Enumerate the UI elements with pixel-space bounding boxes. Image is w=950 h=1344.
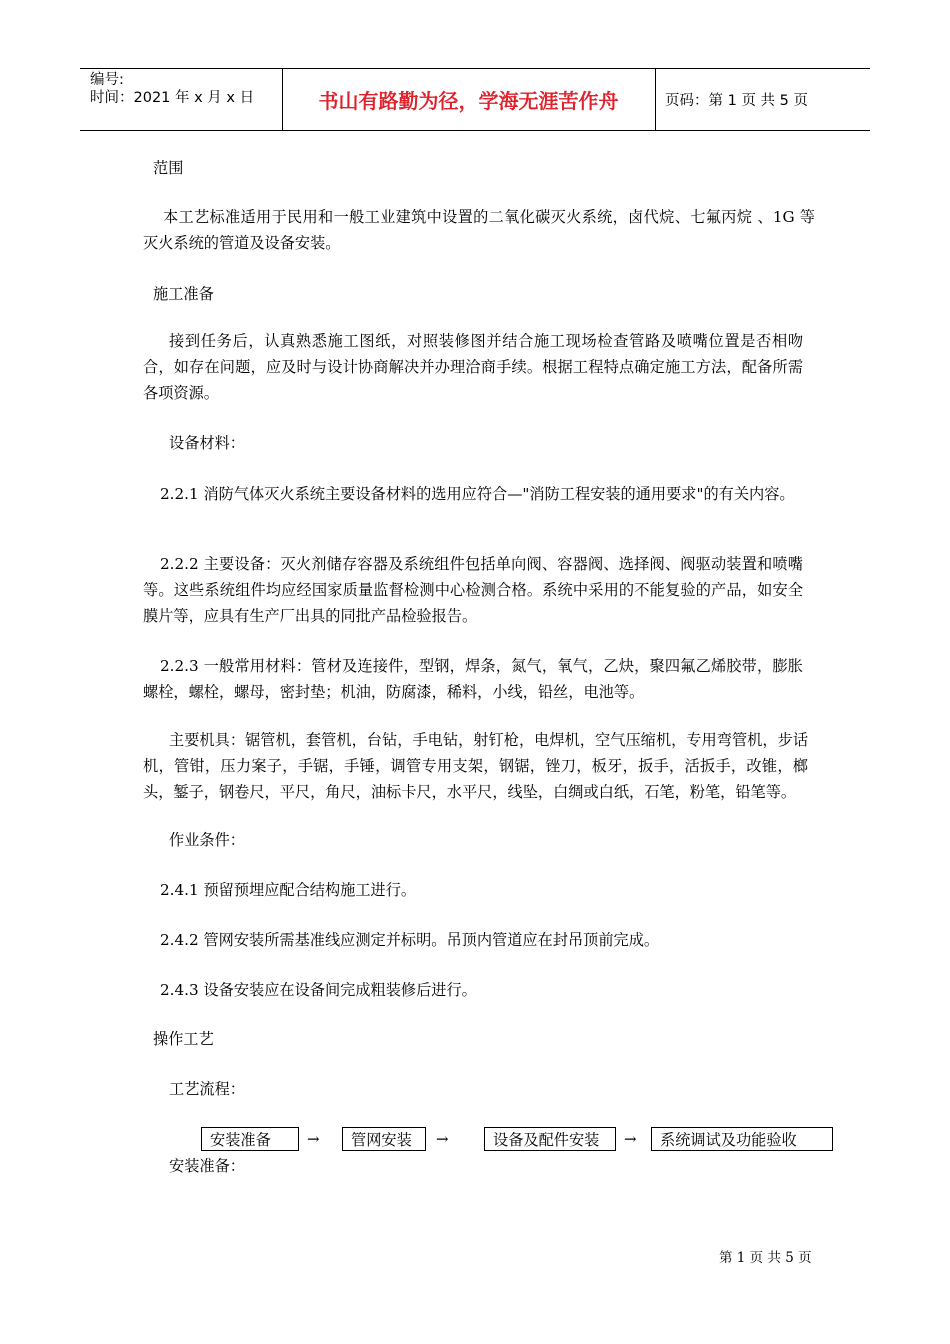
scope-heading: 范围 xyxy=(153,159,184,177)
time-label: 时间：2021 年 x 月 x 日 xyxy=(90,90,255,106)
serial-label: 编号: xyxy=(90,72,124,88)
header-motto: 书山有路勤为径，学海无涯苦作舟 xyxy=(318,89,619,113)
tools-text: 主要机具：锯管机，套管机，台钻，手电钻，射钉枪，电焊机，空气压缩机，专用弯管机，步话机，管钳，压力案子，手锯，手锤，调管专用支架，钢锯，锉刀，板牙，扳手，活扳手，改锥，榔头，錾子，钢卷尺，平尺，角尺，油标卡尺，水平尺，线坠，白绸或白纸，石笔，粉笔，铅笔等。 xyxy=(143,731,808,801)
prep-heading: 施工准备 xyxy=(153,285,214,303)
flow-step-install-prep: 安装准备 xyxy=(201,1127,299,1151)
header-page-label: 页码：第 1 页 共 5 页 xyxy=(665,93,808,109)
flow-arrow-icon: → xyxy=(436,1130,449,1148)
flow-step-equipment-install: 设备及配件安装 xyxy=(484,1127,616,1151)
condition-2-4-3: 2.4.3 设备安装应在设备间完成粗装修后进行。 xyxy=(160,981,477,999)
flow-arrow-icon: → xyxy=(624,1130,637,1148)
flow-step-debug-acceptance: 系统调试及功能验收 xyxy=(651,1127,833,1151)
header-meta xyxy=(90,71,254,107)
materials-2-2-1: 2.2.1 消防气体灭火系统主要设备材料的选用应符合—"消防工程安装的通用要求"的有关内容。 xyxy=(160,485,795,503)
ops-heading: 操作工艺 xyxy=(153,1030,214,1048)
flow-step-pipe-install: 管网安装 xyxy=(342,1127,426,1151)
footer-page-label: 第 1 页 共 5 页 xyxy=(719,1250,812,1266)
flow-heading: 工艺流程： xyxy=(169,1080,245,1098)
header-table xyxy=(80,68,870,131)
materials-2-2-2: 2.2.2 主要设备：灭火剂储存容器及系统组件包括单向阀、容器阀、选择阀、阀驱动装置和喷嘴等。这些系统组件均应经国家质量监督检测中心检测合格。系统中采用的不能复验的产品，如安全膜片等，应具有生产厂出具的同批产品检验报告。 xyxy=(143,555,803,625)
header-divider xyxy=(655,69,656,130)
conditions-heading: 作业条件： xyxy=(169,831,245,849)
materials-2-2-3: 2.2.3 一般常用材料：管材及连接件，型钢，焊条，氮气，氧气，乙炔，聚四氟乙烯胶带，膨胀螺栓，螺栓，螺母，密封垫；机油，防腐漆，稀料，小线，铅丝，电池等。 xyxy=(143,657,803,701)
flow-arrow-icon: → xyxy=(307,1130,320,1148)
condition-2-4-2: 2.4.2 管网安装所需基准线应测定并标明。吊顶内管道应在封吊顶前完成。 xyxy=(160,931,660,949)
install-prep-heading: 安装准备： xyxy=(169,1157,245,1175)
scope-text: 本工艺标准适用于民用和一般工业建筑中设置的二氧化碳灭火系统，卤代烷、七氟丙烷 、1G 等灭火系统的管道及设备安装。 xyxy=(143,208,815,252)
prep-text: 接到任务后，认真熟悉施工图纸，对照装修图并结合施工现场检查管路及喷嘴位置是否相吻合，如存在问题，应及时与设计协商解决并办理洽商手续。根据工程特点确定施工方法，配备所需各项资源。 xyxy=(143,332,803,402)
condition-2-4-1: 2.4.1 预留预埋应配合结构施工进行。 xyxy=(160,881,417,899)
materials-heading: 设备材料： xyxy=(169,434,245,452)
